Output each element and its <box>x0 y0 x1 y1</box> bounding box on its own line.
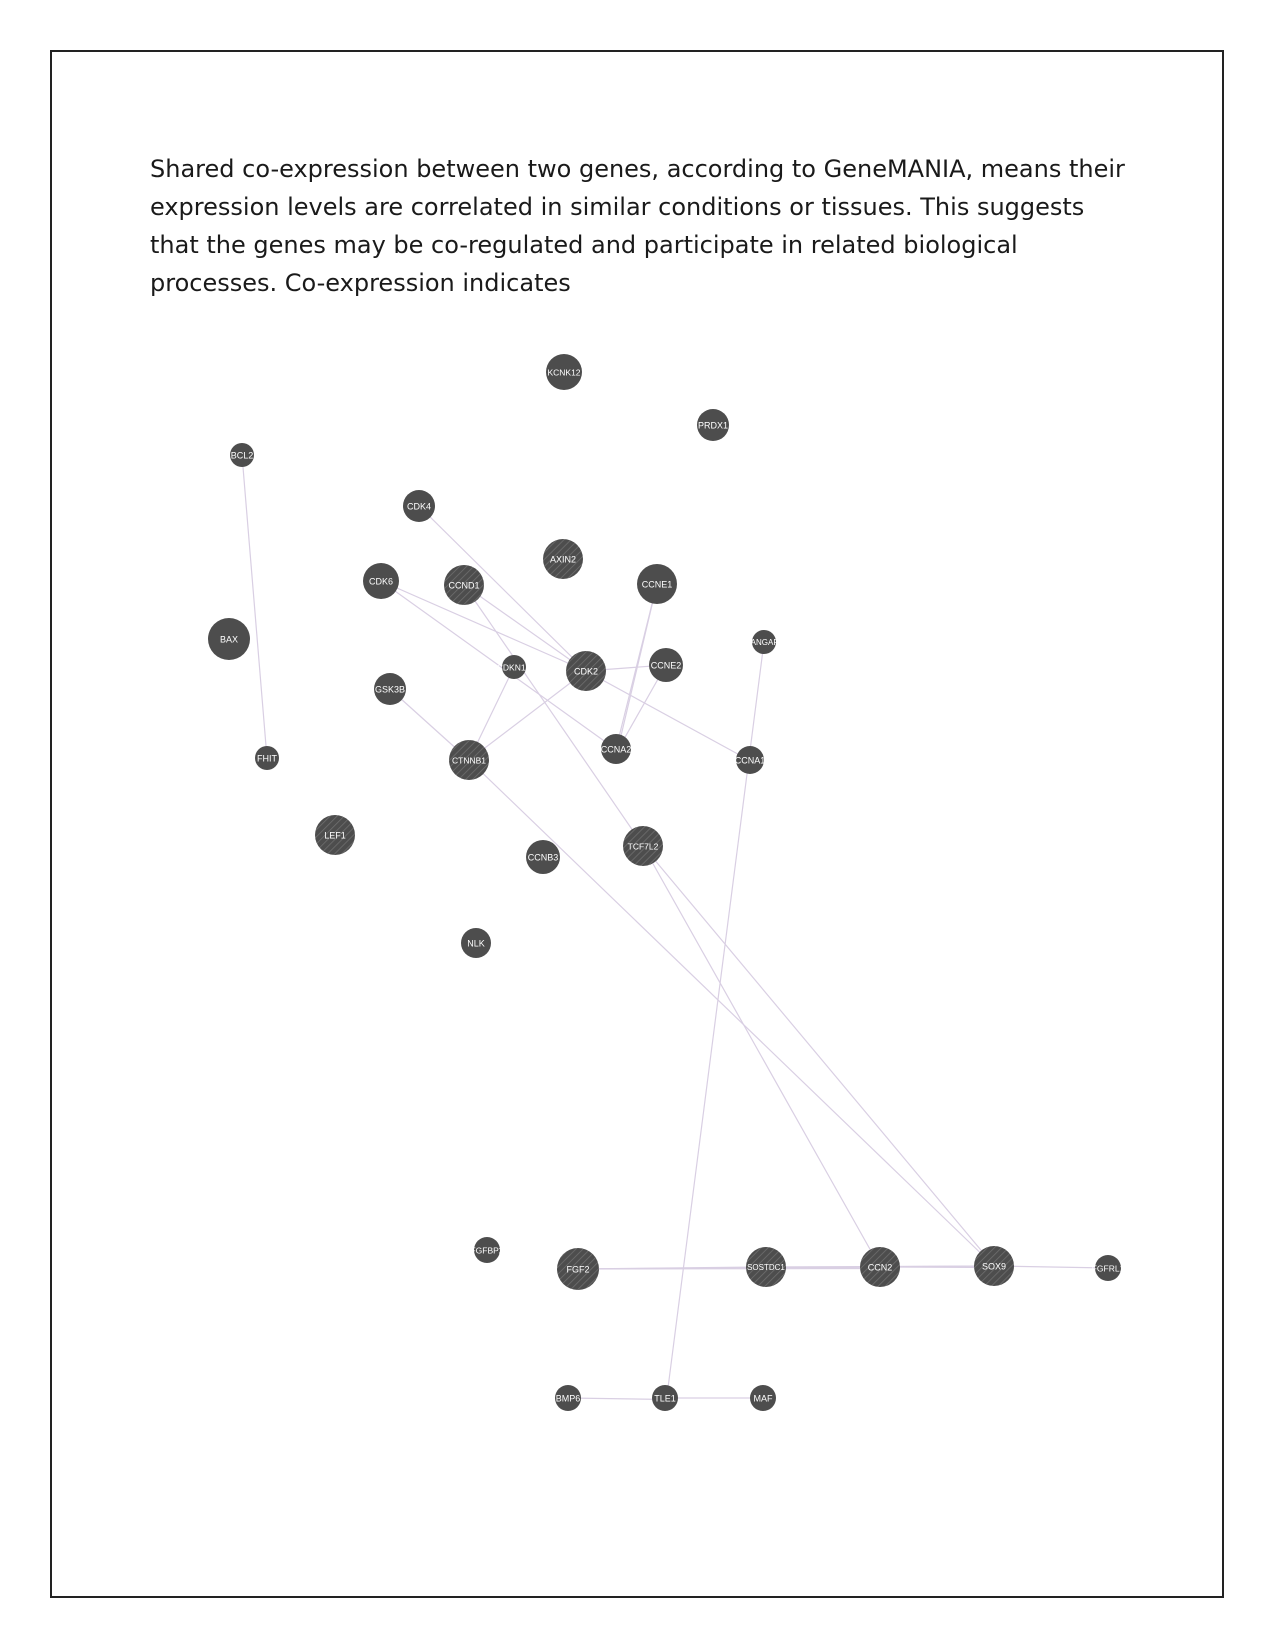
node-rangap1[interactable] <box>745 630 784 654</box>
node-cdk4[interactable] <box>403 490 435 522</box>
node-label: FHIT <box>257 753 277 764</box>
node-label: CDK2 <box>573 666 599 677</box>
node-bmp6[interactable] <box>555 1385 581 1411</box>
node-bcl2[interactable] <box>230 443 254 467</box>
node-label: CCN2 <box>867 1262 893 1273</box>
node-label: CCNB3 <box>527 852 559 863</box>
node-label: TCF7L2 <box>627 841 659 852</box>
node-nlk[interactable] <box>461 928 491 958</box>
node-label: LEF1 <box>324 830 346 841</box>
node-label: TLE1 <box>654 1393 676 1404</box>
node-label: CDKN1A <box>496 662 532 673</box>
node-ccnd1[interactable] <box>444 565 484 605</box>
node-kcnk12[interactable] <box>546 354 582 390</box>
node-gsk3b[interactable] <box>374 673 406 705</box>
node-sostdc1[interactable] <box>746 1247 786 1287</box>
node-label: GSK3B <box>374 684 406 695</box>
node-ccna2[interactable] <box>601 734 632 764</box>
node-label: SOSTDC1 <box>747 1263 785 1273</box>
node-fhit[interactable] <box>255 746 279 770</box>
node-sox9[interactable] <box>974 1246 1014 1286</box>
node-label: CCNA1 <box>734 755 766 766</box>
node-cdk6[interactable] <box>363 563 399 599</box>
node-label: CDK4 <box>406 501 432 512</box>
node-label: FGFBP2 <box>470 1245 504 1256</box>
node-cdk2[interactable] <box>566 651 606 691</box>
node-label: MAF <box>753 1393 773 1404</box>
node-label: CTNNB1 <box>451 755 487 766</box>
node-fgfbp2[interactable] <box>470 1237 503 1263</box>
nodes-layer <box>208 354 1125 1411</box>
node-label: BMP6 <box>555 1393 581 1404</box>
node-label: KCNK12 <box>547 367 581 378</box>
node-ccne2[interactable] <box>649 648 683 682</box>
edge-ccnd1-cdk2 <box>464 585 586 671</box>
node-label: SOX9 <box>981 1261 1007 1272</box>
node-label: RANGAP1 <box>744 638 784 648</box>
node-fgf2[interactable] <box>557 1248 599 1290</box>
edge-ctnnb1-sox9 <box>469 760 994 1266</box>
node-tcf7l2[interactable] <box>623 826 663 866</box>
node-ccn2[interactable] <box>860 1247 900 1287</box>
node-label: PRDX1 <box>697 420 729 431</box>
node-fgfrl1[interactable] <box>1092 1255 1125 1281</box>
node-prdx1[interactable] <box>697 409 729 441</box>
node-label: NLK <box>467 938 485 949</box>
edge-cdk6-cdk2 <box>381 581 586 671</box>
edge-bcl2-fhit <box>242 455 267 758</box>
edge-tcf7l2-sox9 <box>643 846 996 1268</box>
node-label: BAX <box>219 634 239 645</box>
node-tle1[interactable] <box>652 1385 678 1411</box>
caption-paragraph: Shared co-expression between two genes, according to GeneMANIA, means their expression levels are correlated in similar conditions or tissues. This suggests that the genes may be co-regulated and participate in related biological processes. Co-expression indicates <box>150 155 1125 297</box>
node-ctnnb1[interactable] <box>449 740 489 780</box>
edge-tcf7l2-ccn2 <box>643 846 880 1267</box>
node-label: CCND1 <box>448 580 480 591</box>
node-label: FGF2 <box>566 1264 590 1275</box>
node-label: AXIN2 <box>549 554 577 565</box>
node-label: FGFRL1 <box>1091 1263 1125 1274</box>
node-label: CCNA2 <box>600 744 632 755</box>
node-ccnb3[interactable] <box>526 840 560 874</box>
node-label: CCNE2 <box>650 660 682 671</box>
node-lef1[interactable] <box>315 815 355 855</box>
node-label: CCNE1 <box>641 579 673 590</box>
node-axin2[interactable] <box>543 539 583 579</box>
node-ccne1[interactable] <box>637 564 677 604</box>
edge-ccnd1-tcf7l2 <box>464 585 645 848</box>
node-ccna1[interactable] <box>735 746 766 774</box>
edge-cdk4-cdk2 <box>419 506 588 673</box>
node-bax[interactable] <box>208 618 250 660</box>
node-maf[interactable] <box>750 1385 776 1411</box>
node-label: BCL2 <box>230 450 254 461</box>
edge-bmp6-tle1 <box>568 1398 667 1400</box>
node-label: CDK6 <box>368 576 394 587</box>
